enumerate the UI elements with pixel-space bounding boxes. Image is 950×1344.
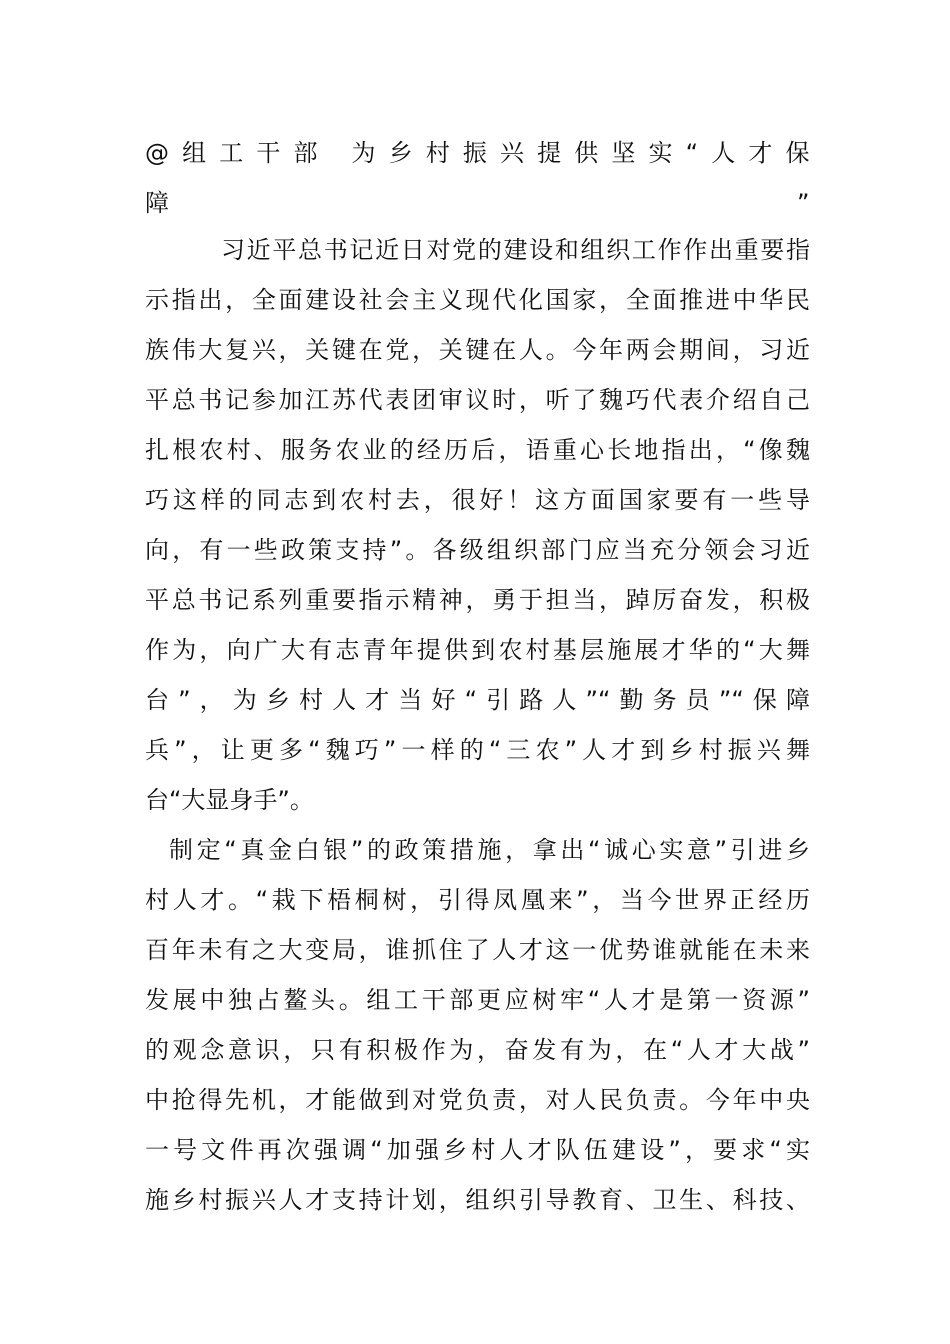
paragraph: [145, 225, 810, 825]
text-line: 习近平总书记近日对党的建设和组织工作作出重要指: [221, 236, 810, 264]
text-line: 向，有一些政策支持”。各级组织部门应当充分领会习近: [145, 536, 810, 564]
title-line: @组工干部 为乡村振兴提供坚实“人才保: [145, 139, 810, 167]
text-line: 巧这样的同志到农村去，很好！这方面国家要有一些导: [145, 486, 810, 514]
text-line: 制定“真金白银”的政策措施，拿出“诚心实意”引进乡: [169, 836, 810, 864]
title-line: 障”: [145, 189, 810, 217]
text-line: 施乡村振兴人才支持计划，组织引导教育、卫生、科技、: [145, 1186, 810, 1214]
text-line: 百年未有之大变局，谁抓住了人才这一优势谁就能在未来: [145, 936, 810, 964]
document-title: [145, 128, 810, 228]
text-line: 扎根农村、服务农业的经历后，语重心长地指出，“像魏: [145, 436, 810, 464]
text-line: 台”，为乡村人才当好“引路人”“勤务员”“保障: [145, 686, 810, 714]
text-line: 村人才。“栽下梧桐树，引得凤凰来”，当今世界正经历: [145, 886, 810, 914]
text-line: 族伟大复兴，关键在党，关键在人。今年两会期间，习近: [145, 336, 810, 364]
paragraph: [145, 825, 810, 1225]
text-line: 的观念意识，只有积极作为，奋发有为，在“人才大战”: [145, 1036, 810, 1064]
text-line: 发展中独占鳌头。组工干部更应树牢“人才是第一资源”: [145, 986, 810, 1014]
text-line: 平总书记系列重要指示精神，勇于担当，踔厉奋发，积极: [145, 586, 810, 614]
text-line: 兵”，让更多“魏巧”一样的“三农”人才到乡村振兴舞: [145, 736, 810, 764]
text-line: 作为，向广大有志青年提供到农村基层施展才华的“大舞: [145, 636, 810, 664]
text-line: 一号文件再次强调“加强乡村人才队伍建设”，要求“实: [145, 1136, 810, 1164]
text-line: 示指出，全面建设社会主义现代化国家，全面推进中华民: [145, 286, 810, 314]
text-line: 中抢得先机，才能做到对党负责，对人民负责。今年中央: [145, 1086, 810, 1114]
document-body: [145, 225, 810, 1225]
text-line: 台“大显身手”。: [145, 786, 314, 814]
text-line: 平总书记参加江苏代表团审议时，听了魏巧代表介绍自己: [145, 386, 810, 414]
